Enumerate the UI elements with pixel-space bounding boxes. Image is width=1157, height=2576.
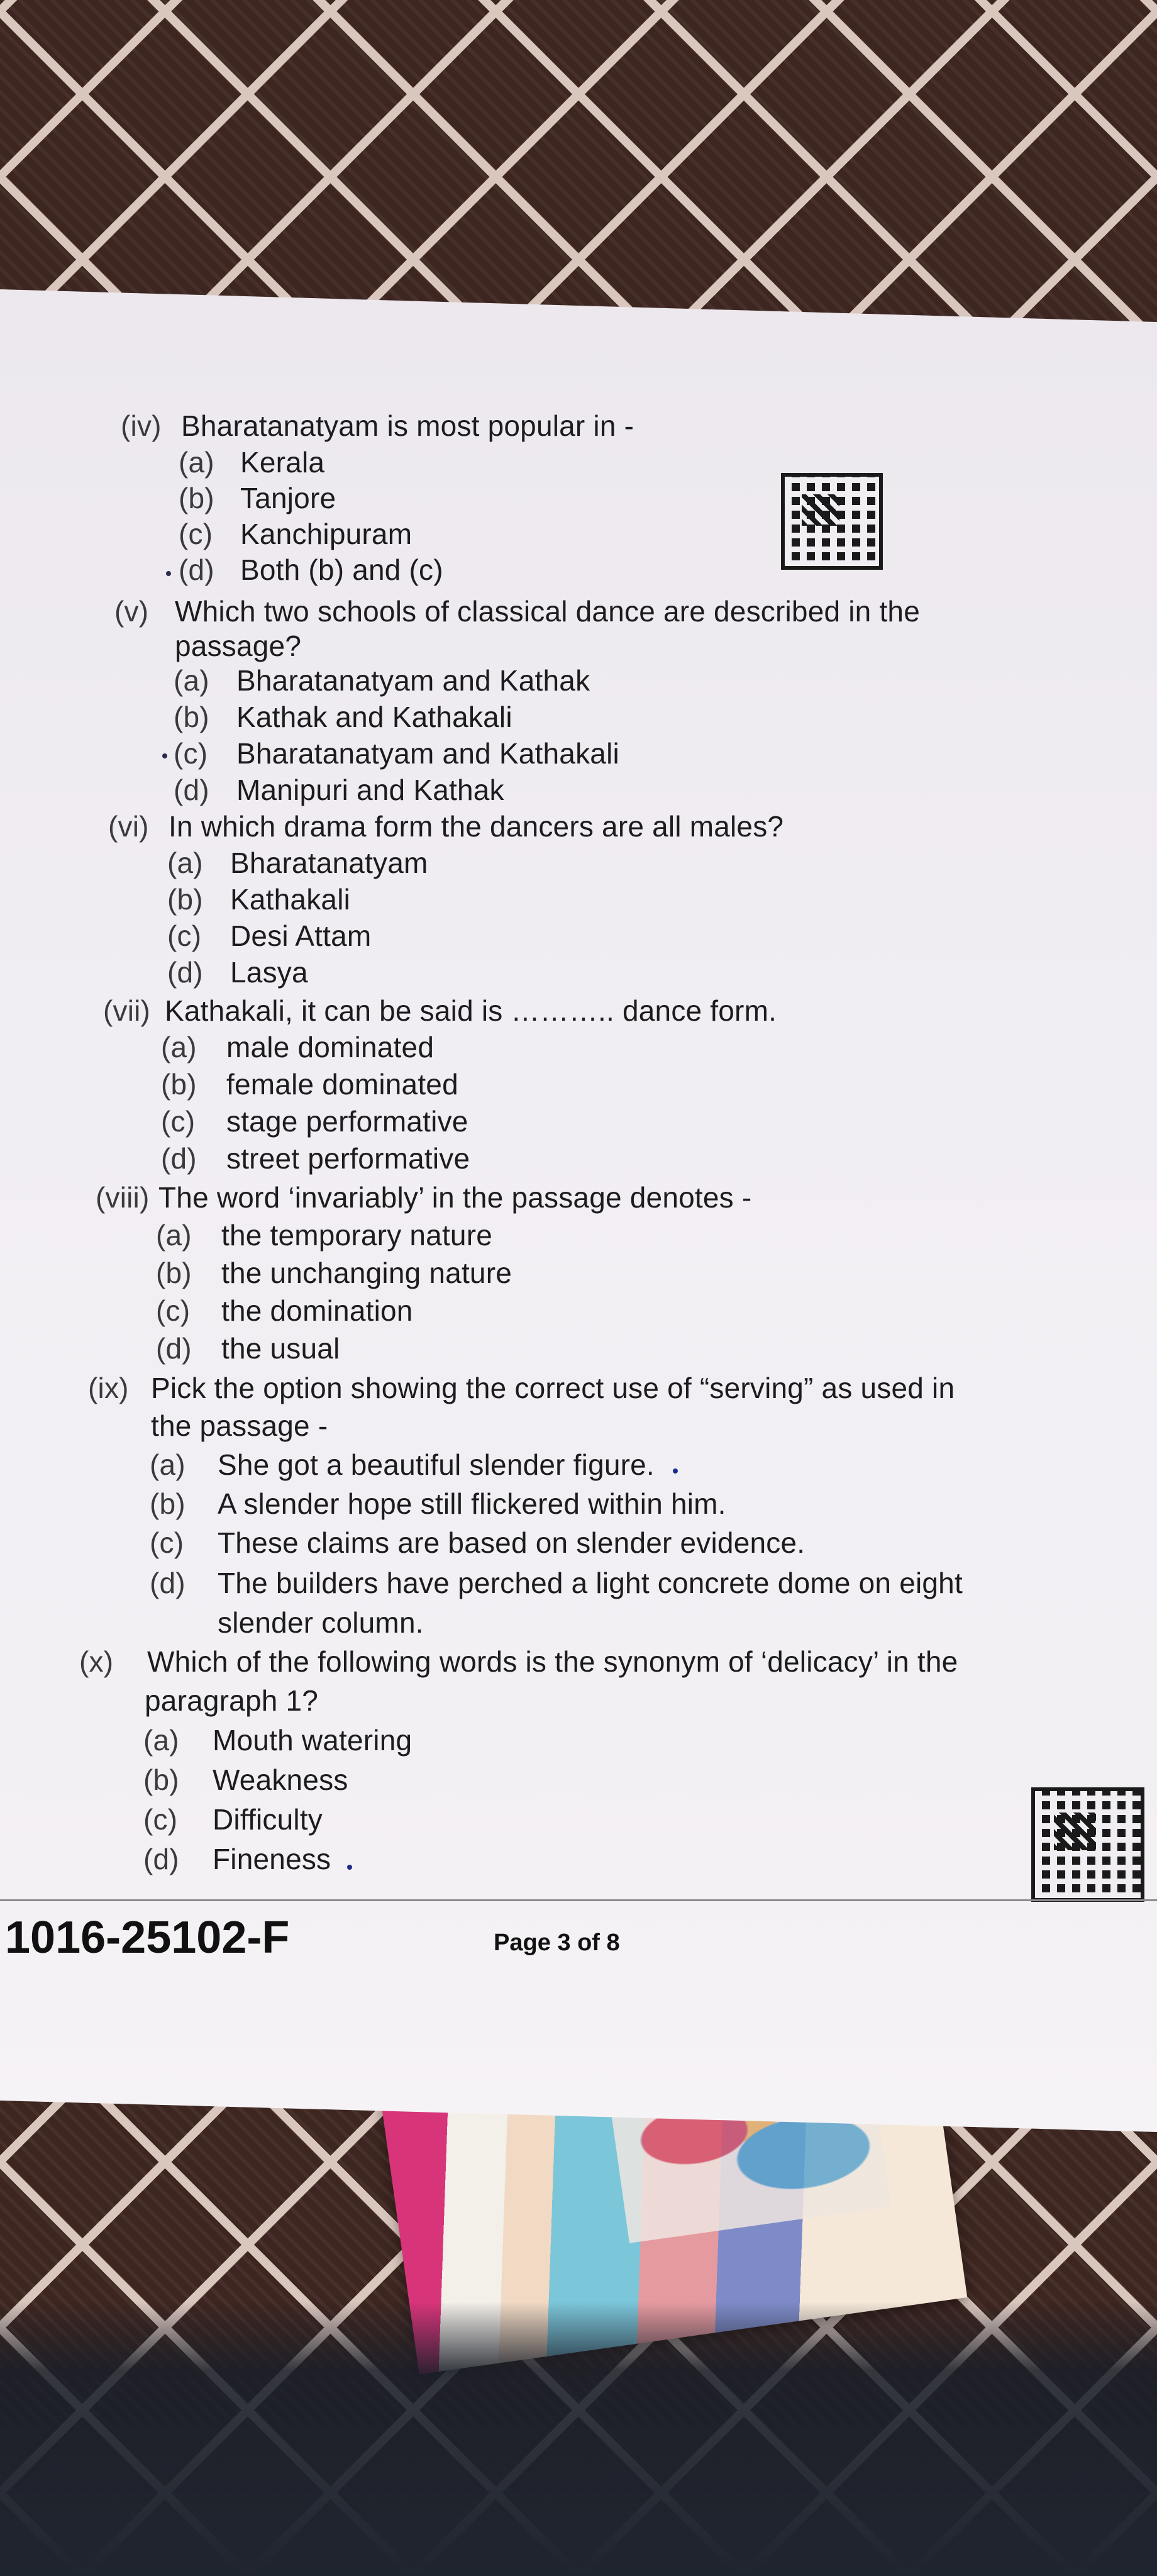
option-vii-c[interactable] [161,1104,468,1138]
option-text: Difficulty [213,1803,323,1836]
option-label: (d) [156,1332,192,1365]
option-label: (c) [161,1105,196,1138]
option-text: Both (b) and (c) [240,553,443,586]
question-text: The word ‘invariably’ in the passage denotes - [158,1181,752,1214]
option-text: Bharatanatyam and Kathak [236,664,590,697]
question-number: (v) [114,595,149,628]
option-text: A slender hope still flickered within him. [218,1487,726,1520]
option-ix-a[interactable] [150,1448,655,1482]
option-text: Bharatanatyam and Kathakali [236,737,619,770]
option-label: (c) [150,1526,184,1559]
option-label: (a) [150,1448,185,1481]
option-ix-b[interactable] [150,1487,726,1521]
option-label: (b) [150,1487,185,1520]
option-x-d[interactable] [143,1842,331,1876]
question-x [79,1645,958,1679]
option-x-b[interactable] [143,1763,348,1797]
option-text: The builders have perched a light concrete dome on eight [218,1567,963,1599]
question-iv [121,409,634,443]
question-vi [108,809,783,843]
option-text: Weakness [213,1763,348,1796]
question-number: (x) [79,1645,114,1678]
option-label: (a) [161,1031,197,1063]
option-text: Desi Attam [230,919,372,952]
option-vi-c[interactable] [167,919,371,953]
question-number: (vii) [103,994,151,1027]
option-label: (b) [174,701,209,733]
question-viii [96,1180,751,1214]
footer-divider [0,1899,1157,1901]
option-v-b[interactable] [174,700,512,734]
option-label: (a) [179,446,214,479]
option-text: Kanchipuram [240,518,412,550]
option-iv-c[interactable] [179,517,412,551]
option-vii-d[interactable] [161,1141,470,1175]
option-text: the usual [221,1332,340,1365]
option-label: (a) [143,1724,179,1757]
option-text: Kathakali [230,883,351,916]
option-label: (b) [156,1257,192,1289]
option-text: Kerala [240,446,325,479]
question-number: (iv) [121,409,162,442]
option-text: male dominated [226,1031,435,1063]
option-label: (b) [143,1763,179,1796]
dark-floor-shadow [0,2302,1157,2576]
option-label: (c) [156,1294,191,1327]
qr-code-top [781,473,883,570]
option-text: female dominated [226,1068,458,1101]
question-text: Which two schools of classical dance are described in the [175,595,920,628]
option-label: (c) [167,919,202,952]
option-label: (d) [174,774,209,806]
option-text: Fineness [213,1843,331,1875]
option-text: Mouth watering [213,1724,412,1757]
option-iv-d[interactable] [179,553,443,587]
option-text: street performative [226,1142,470,1175]
question-continuation: paragraph 1? [145,1684,319,1717]
question-number: (ix) [88,1372,129,1404]
pen-mark [347,1865,352,1870]
option-viii-b[interactable] [156,1256,512,1290]
option-label: (d) [143,1843,179,1875]
option-ix-d[interactable] [150,1566,963,1600]
pen-mark [166,571,171,576]
option-label: (c) [179,518,213,550]
option-ix-c[interactable] [150,1526,805,1560]
question-number: (vi) [108,810,149,843]
question-ix [88,1371,955,1405]
option-text: the temporary nature [221,1219,493,1252]
option-vi-d[interactable] [167,955,308,989]
option-label: (a) [167,847,203,879]
question-text: Which of the following words is the synonym of ‘delicacy’ in the [147,1645,958,1678]
option-text: the domination [221,1294,413,1327]
option-x-a[interactable] [143,1723,412,1757]
question-v [114,594,920,628]
option-text: These claims are based on slender evidence. [218,1526,805,1559]
option-text: Lasya [230,956,308,989]
option-vi-b[interactable] [167,882,350,916]
pen-mark [162,753,167,758]
option-text: stage performative [226,1105,468,1138]
question-continuation: passage? [175,630,302,662]
option-label: (b) [167,883,203,916]
option-vii-b[interactable] [161,1067,458,1101]
option-label: (a) [156,1219,192,1252]
option-label: (c) [174,737,208,770]
option-v-d[interactable] [174,773,504,807]
page-number: Page 3 of 8 [494,1929,620,1956]
option-iv-a[interactable] [179,445,324,479]
option-viii-c[interactable] [156,1294,413,1328]
question-text: Kathakali, it can be said is ……….. dance form. [165,994,777,1027]
option-label: (d) [161,1142,197,1175]
paper-code: 1016-25102-F [5,1913,290,1963]
option-continuation: slender column. [218,1606,424,1639]
option-text: Bharatanatyam [230,847,428,879]
option-v-c[interactable] [174,736,619,770]
option-text: Manipuri and Kathak [236,774,504,806]
option-label: (d) [167,956,203,989]
option-vii-a[interactable] [161,1030,434,1064]
option-text: Kathak and Kathakali [236,701,512,733]
option-label: (b) [161,1068,197,1101]
option-viii-a[interactable] [156,1218,492,1252]
option-label: (a) [174,664,209,697]
option-vi-a[interactable] [167,846,428,880]
option-x-c[interactable] [143,1802,323,1836]
option-iv-b[interactable] [179,481,336,515]
question-text: Pick the option showing the correct use of “serving” as used in [151,1372,955,1404]
option-label: (b) [179,482,214,514]
option-v-a[interactable] [174,663,590,697]
option-viii-d[interactable] [156,1331,340,1365]
option-label: (d) [150,1567,185,1599]
option-label: (c) [143,1803,178,1836]
option-text: She got a beautiful slender figure. [218,1448,655,1481]
question-text: In which drama form the dancers are all males? [169,810,784,843]
question-number: (viii) [96,1181,150,1214]
question-vii [103,994,777,1028]
question-continuation: the passage - [151,1409,328,1442]
question-text: Bharatanatyam is most popular in - [181,409,634,442]
pen-mark [673,1468,678,1474]
option-text: the unchanging nature [221,1257,512,1289]
option-label: (d) [179,553,214,586]
qr-code-bottom [1031,1787,1144,1902]
option-text: Tanjore [240,482,336,514]
